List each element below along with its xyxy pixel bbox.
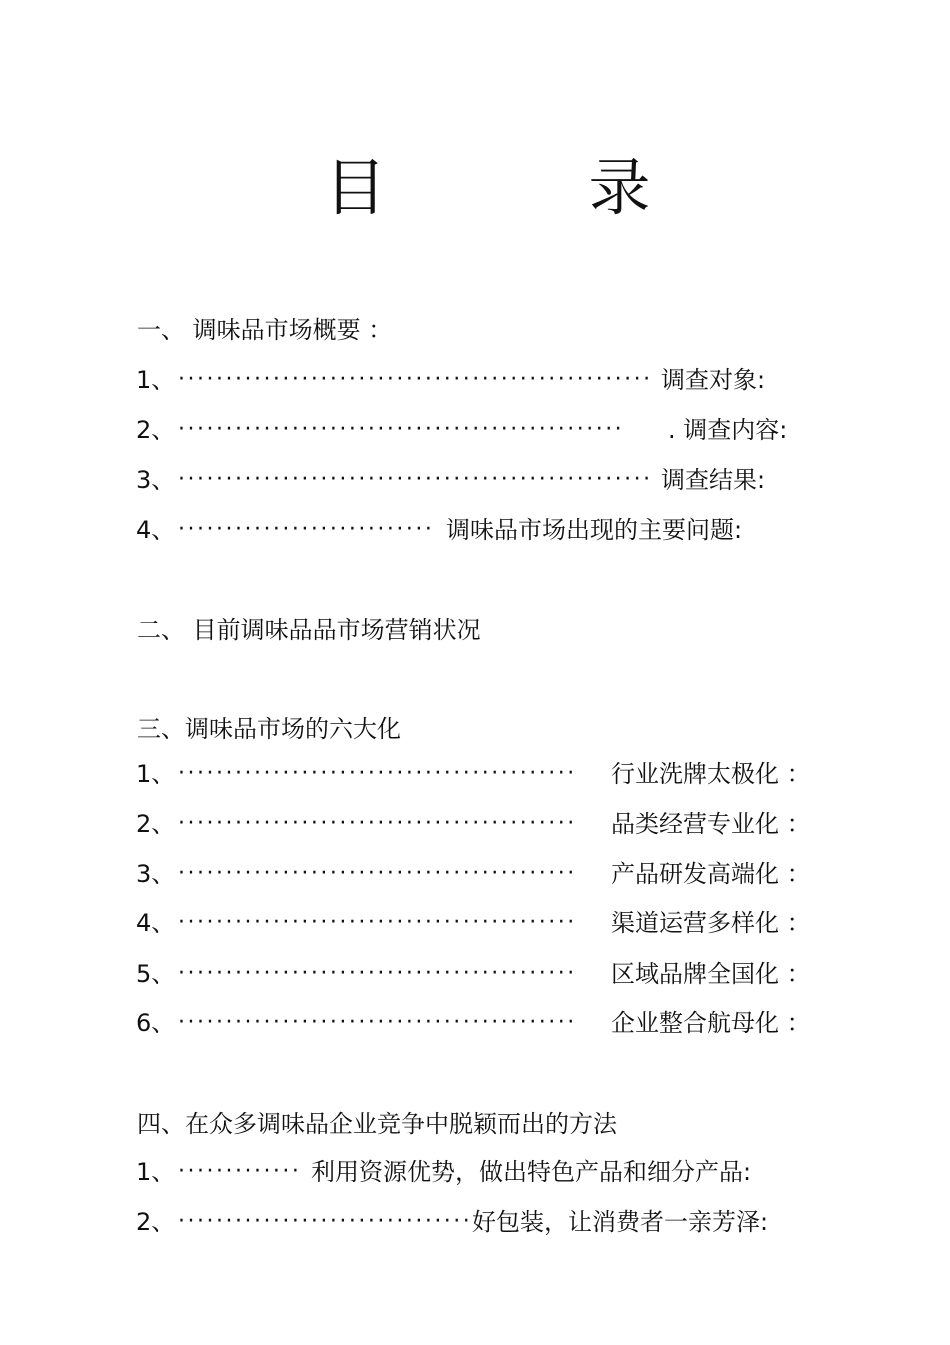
toc-text: 企业整合航母化 ：: [611, 1009, 811, 1037]
toc-text: . 调查内容:: [668, 416, 788, 444]
toc-number: 2、: [136, 416, 176, 444]
toc-leader: ··········································: [178, 811, 577, 836]
toc-text: 利用资源优势，做出特色产品和细分产品:: [311, 1158, 752, 1186]
toc-leader: ··········································: [178, 861, 577, 886]
toc-number: 1、: [136, 1158, 176, 1186]
section-heading-text: 四、在众多调味品企业竞争中脱颖而出的方法: [137, 1110, 617, 1138]
toc-leader: ···············································: [178, 417, 625, 442]
toc-number: 2、: [136, 1208, 176, 1236]
toc-text: 品类经营专业化 ：: [611, 810, 811, 838]
toc-leader: ·············: [178, 1159, 302, 1184]
toc-text: 调查对象:: [661, 366, 766, 394]
toc-text: 产品研发高端化 ：: [611, 860, 811, 888]
toc-text: 调查结果:: [661, 466, 766, 494]
toc-text: 区域品牌全国化 ：: [611, 960, 811, 988]
toc-number: 1、: [136, 366, 176, 394]
toc-leader: ···························: [178, 517, 435, 542]
toc-text: 调味品市场出现的主要问题:: [446, 516, 743, 544]
page-title: 目 录: [324, 151, 721, 224]
toc-leader: ·······························: [178, 1209, 473, 1234]
toc-number: 6、: [136, 1009, 176, 1037]
toc-number: 4、: [136, 909, 176, 937]
section-heading-text: 一、 调味品市场概要 ：: [137, 316, 393, 344]
toc-leader: ··················································: [178, 467, 653, 492]
toc-number: 5、: [136, 960, 176, 988]
toc-number: 3、: [136, 860, 176, 888]
toc-leader: ··········································: [178, 1010, 577, 1035]
toc-number: 3、: [136, 466, 176, 494]
toc-leader: ··········································: [178, 910, 577, 935]
toc-text: 行业洗牌太极化 ：: [611, 760, 811, 788]
toc-leader: ··········································: [178, 961, 577, 986]
toc-text: 渠道运营多样化 ：: [611, 909, 811, 937]
toc-number: 4、: [136, 516, 176, 544]
toc-number: 2、: [136, 810, 176, 838]
toc-leader: ··················································: [178, 367, 653, 392]
toc-leader: ··········································: [178, 761, 577, 786]
toc-text: 好包装，让消费者一亲芳泽:: [472, 1208, 769, 1236]
toc-number: 1、: [136, 760, 176, 788]
section-heading-text: 二、 目前调味品品市场营销状况: [137, 616, 481, 644]
section-heading-text: 三、调味品市场的六大化: [137, 715, 401, 743]
